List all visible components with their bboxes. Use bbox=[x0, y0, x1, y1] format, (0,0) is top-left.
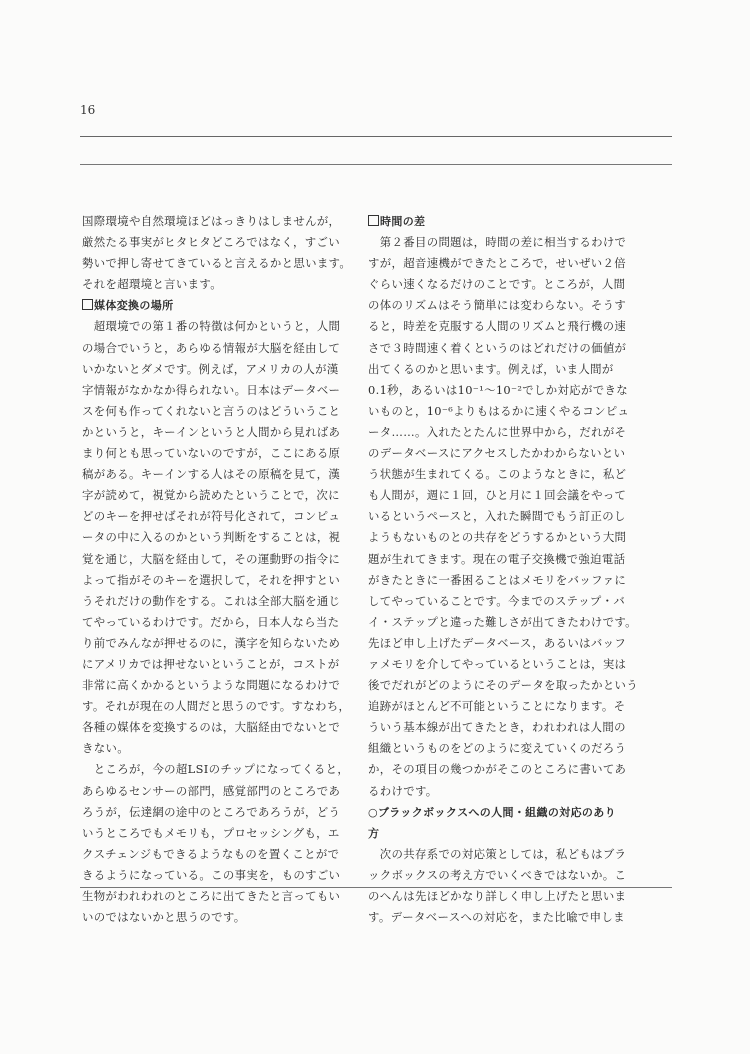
text-line bbox=[368, 549, 658, 570]
page-number: 16 bbox=[80, 103, 96, 117]
line-text: いうところでもメモリも，プロセッシングも，エ bbox=[82, 825, 340, 840]
line-text: よって指がそのキーを選択して，それを押すとい bbox=[82, 572, 341, 587]
line-text: それを超環境と言います。 bbox=[82, 277, 222, 292]
text-line bbox=[368, 570, 658, 591]
line-text: 先ほど申し上げたデータベース，あるいはバッフ bbox=[368, 635, 627, 650]
line-text: ァメモリを介してやっているということは，実は bbox=[368, 656, 627, 671]
text-line bbox=[368, 675, 658, 696]
line-text: の体のリズムはそう簡単には変わらない。そうす bbox=[368, 298, 627, 313]
text-line bbox=[82, 485, 365, 506]
line-text: のへんは先ほどかなり詳しく申し上げたと思いま bbox=[368, 889, 627, 903]
text-line bbox=[368, 759, 658, 780]
line-text: いかないとダメです。例えば，アメリカの人が漢 bbox=[82, 361, 339, 376]
right-column bbox=[368, 211, 658, 928]
text-line bbox=[368, 612, 658, 633]
text-line bbox=[368, 506, 658, 527]
text-line bbox=[368, 485, 658, 506]
text-line bbox=[82, 232, 365, 253]
text-line bbox=[82, 823, 365, 844]
text-line bbox=[82, 844, 365, 865]
line-text: ○ブラックボックスへの人間・組織の対応のあり bbox=[368, 805, 616, 819]
line-text: 覚を通じ，大脳を経由して，その運動野の指令に bbox=[82, 551, 341, 566]
line-text: ータ……。入れたとたんに世界中から，だれがそ bbox=[368, 424, 627, 439]
line-text: 0.1秒，あるいは10⁻¹～10⁻²でしか対応ができな bbox=[368, 382, 628, 397]
text-line bbox=[82, 781, 365, 802]
text-line bbox=[82, 506, 365, 527]
text-line bbox=[368, 338, 658, 359]
line-text: 組織というものをどのように変えていくのだろう bbox=[368, 741, 627, 756]
text-line bbox=[82, 527, 365, 548]
line-text: 方 bbox=[368, 826, 380, 840]
text-line bbox=[368, 591, 658, 612]
text-line bbox=[82, 253, 365, 274]
line-text: 次の共存系での対応策としては，私どもはブラ bbox=[368, 846, 627, 861]
text-line bbox=[82, 802, 365, 823]
text-line bbox=[368, 865, 658, 886]
text-line bbox=[368, 253, 658, 274]
text-line bbox=[82, 633, 365, 654]
line-text: 媒体変換の場所 bbox=[94, 299, 174, 313]
line-text: ックボックスの考え方でいくべきではないか。こ bbox=[368, 867, 627, 882]
header-rule-bottom bbox=[80, 164, 672, 165]
line-text: 時間の差 bbox=[380, 215, 426, 228]
text-line bbox=[368, 717, 658, 738]
square-bullet-icon bbox=[368, 215, 379, 226]
text-line bbox=[82, 443, 365, 464]
line-text: きるようになっている。この事実を，ものすごい bbox=[82, 867, 341, 882]
line-text: 出てくるのかと思います。例えば，いま人間が bbox=[368, 361, 614, 376]
line-text: るわけです。 bbox=[368, 783, 438, 798]
line-text: かというと，キーインというと人間から見ればあ bbox=[82, 424, 341, 439]
text-line bbox=[368, 696, 658, 717]
line-text: り前でみんなが押せるのに，漢字を知らないため bbox=[82, 635, 341, 650]
line-text: てやっているわけです。だから，日本人なら当た bbox=[82, 614, 340, 629]
line-text: す。それが現在の人間だと思うのです。すなわち， bbox=[82, 699, 351, 714]
text-line bbox=[368, 654, 658, 675]
line-text: 稿がある。キーインする人はその原稿を見て，漢 bbox=[82, 467, 341, 482]
line-text: ようもないものとの共存をどうするかという大問 bbox=[368, 530, 627, 545]
text-line bbox=[82, 359, 365, 380]
text-line bbox=[368, 738, 658, 759]
text-line bbox=[82, 907, 365, 928]
section-heading bbox=[82, 295, 365, 316]
text-line bbox=[368, 359, 658, 380]
line-text: きない。 bbox=[82, 741, 129, 756]
text-line bbox=[368, 907, 658, 928]
section-heading bbox=[368, 823, 658, 844]
section-heading bbox=[368, 211, 658, 232]
line-text: すが，超音速機ができたところで，せいぜい２倍 bbox=[368, 256, 626, 271]
line-text: がきたときに一番困ることはメモリをバッファに bbox=[368, 572, 627, 587]
text-line bbox=[82, 274, 365, 295]
line-text: まり何とも思っていないのですが，ここにある原 bbox=[82, 446, 341, 461]
line-text: いのではないかと思うのです。 bbox=[82, 910, 246, 925]
line-text: う状態が生まれてくる。このようなときに，私ど bbox=[368, 467, 627, 482]
text-line bbox=[368, 422, 658, 443]
line-text: す。データベースへの対応を，また比喩で申しま bbox=[368, 910, 625, 925]
line-text: 字が読めて，視覚から読めたということで，次に bbox=[82, 488, 340, 503]
line-text: してやっていることです。今までのステップ・バ bbox=[368, 593, 626, 608]
text-line bbox=[368, 401, 658, 422]
text-line bbox=[368, 886, 658, 907]
left-column bbox=[82, 211, 365, 928]
section-heading bbox=[368, 802, 658, 823]
line-text: ういう基本線が出てきたとき，われわれは人間の bbox=[368, 720, 626, 735]
line-text: 厳然たる事実がヒタヒタどころではなく，すごい bbox=[82, 235, 340, 250]
text-line bbox=[82, 549, 365, 570]
text-line bbox=[82, 380, 365, 401]
text-line bbox=[368, 844, 658, 865]
text-line bbox=[82, 696, 365, 717]
text-line bbox=[82, 759, 365, 780]
text-line bbox=[368, 633, 658, 654]
line-text: のデータベースにアクセスしたかわからないとい bbox=[368, 446, 626, 461]
text-line bbox=[82, 591, 365, 612]
line-text: 国際環境や自然環境ほどはっきりはしませんが， bbox=[82, 214, 341, 228]
text-line bbox=[82, 422, 365, 443]
line-text: あらゆるセンサーの部門，感覚部門のところであ bbox=[82, 783, 341, 798]
line-text: か，その項目の幾つかがそこのところに書いてあ bbox=[368, 762, 627, 777]
line-text: いるというペースと，入れた瞬間でもう訂正のし bbox=[368, 509, 626, 524]
text-line bbox=[82, 464, 365, 485]
text-line bbox=[368, 316, 658, 337]
text-line bbox=[82, 570, 365, 591]
line-text: 超環境での第１番の特徴は何かというと，人間 bbox=[82, 319, 341, 334]
text-line bbox=[368, 274, 658, 295]
line-text: ぐらい速くなるだけのことです。ところが，人間 bbox=[368, 277, 626, 292]
line-text: 勢いで押し寄せてきていると言えるかと思います。 bbox=[82, 256, 352, 271]
line-text: ろうが，伝達網の途中のところであろうが，どう bbox=[82, 804, 341, 819]
text-line bbox=[82, 401, 365, 422]
text-line bbox=[82, 886, 365, 907]
text-line bbox=[368, 464, 658, 485]
line-text: 字情報がなかなか得られない。日本はデータベー bbox=[82, 382, 341, 397]
line-text: 第２番目の問題は，時間の差に相当するわけで bbox=[368, 235, 627, 250]
text-line bbox=[368, 232, 658, 253]
line-text: 生物がわれわれのところに出てきたと言ってもい bbox=[82, 889, 341, 903]
line-text: 題が生れてきます。現在の電子交換機で強迫電話 bbox=[368, 551, 626, 566]
line-text: ータの中に入るのかという判断をすることは，視 bbox=[82, 530, 341, 545]
text-line bbox=[82, 316, 365, 337]
text-line bbox=[368, 295, 658, 316]
line-text: の場合でいうと，あらゆる情報が大脳を経由して bbox=[82, 340, 341, 355]
text-line bbox=[82, 654, 365, 675]
square-bullet-icon bbox=[82, 299, 93, 310]
text-line bbox=[82, 717, 365, 738]
text-line bbox=[82, 865, 365, 886]
line-text: スを何も作ってくれないと言うのはどういうこと bbox=[82, 403, 341, 418]
text-line bbox=[368, 443, 658, 464]
text-line bbox=[368, 527, 658, 548]
text-line bbox=[82, 612, 365, 633]
line-text: さで３時間速く着くというのはどれだけの価値が bbox=[368, 340, 627, 355]
line-text: も人間が，週に１回，ひと月に１回会議をやって bbox=[368, 488, 627, 503]
line-text: 非常に高くかかるというような問題になるわけで bbox=[82, 678, 341, 693]
text-line bbox=[82, 738, 365, 759]
line-text: クスチェンジもできるようなものを置くことがで bbox=[82, 846, 340, 861]
line-text: イ・ステップと違った難しさが出てきたわけです。 bbox=[368, 614, 637, 629]
footer-rule bbox=[80, 887, 672, 888]
text-line bbox=[82, 338, 365, 359]
line-text: いものと，10⁻⁶よりもはるかに速くやるコンピュ bbox=[368, 403, 630, 418]
line-text: ると，時差を克服する人間のリズムと飛行機の速 bbox=[368, 319, 627, 334]
text-line bbox=[368, 380, 658, 401]
line-text: 後でだれがどのようにそのデータを取ったかという bbox=[368, 678, 639, 693]
line-text: どのキーを押せばそれが符号化されて，コンピュ bbox=[82, 509, 341, 524]
text-line bbox=[82, 211, 365, 232]
text-line bbox=[368, 781, 658, 802]
line-text: 追跡がほとんど不可能ということになります。そ bbox=[368, 699, 626, 714]
line-text: 各種の媒体を変換するのは，大脳経由でないとで bbox=[82, 720, 341, 735]
header-rule-top bbox=[80, 136, 672, 137]
line-text: ところが，今の超LSIのチップになってくると， bbox=[82, 762, 350, 777]
text-line bbox=[82, 675, 365, 696]
line-text: うそれだけの動作をする。これは全部大脳を通じ bbox=[82, 593, 341, 608]
line-text: にアメリカでは押せないということが，コストが bbox=[82, 656, 340, 671]
